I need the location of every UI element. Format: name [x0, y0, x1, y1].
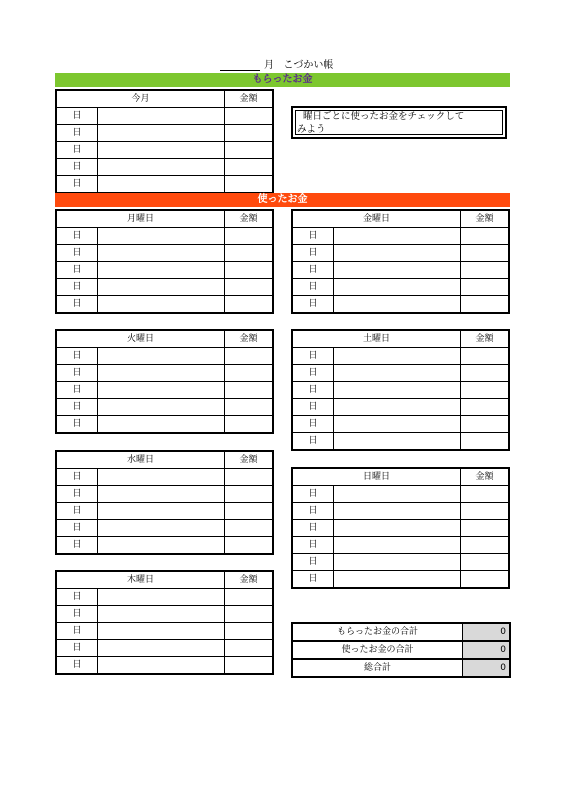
amount-cell[interactable] [225, 382, 274, 399]
desc-cell[interactable] [334, 365, 461, 382]
received-table [55, 89, 274, 194]
amount-cell[interactable] [461, 245, 510, 262]
amount-cell[interactable] [225, 520, 274, 537]
amount-cell[interactable] [225, 108, 274, 125]
desc-cell[interactable] [98, 245, 225, 262]
amount-cell[interactable] [461, 348, 510, 365]
day-cell: 日 [56, 365, 98, 382]
amount-cell[interactable] [225, 176, 274, 194]
desc-cell[interactable] [98, 469, 225, 486]
day-cell: 日 [56, 486, 98, 503]
day-cell: 日 [56, 176, 98, 194]
desc-cell[interactable] [98, 606, 225, 623]
col-amount: 金額 [461, 468, 510, 486]
desc-cell[interactable] [98, 589, 225, 606]
desc-cell[interactable] [98, 640, 225, 657]
day-cell: 日 [292, 382, 334, 399]
month-label: 月 [264, 60, 274, 71]
desc-cell[interactable] [98, 623, 225, 640]
day-cell: 日 [292, 537, 334, 554]
day-cell: 日 [56, 589, 98, 606]
day-cell: 日 [56, 279, 98, 296]
wednesday-table [55, 450, 274, 555]
day-header: 水曜日 [56, 451, 225, 469]
title-text: こづかい帳 [283, 60, 334, 71]
amount-cell[interactable] [225, 296, 274, 314]
amount-cell[interactable] [461, 296, 510, 314]
day-cell: 日 [56, 606, 98, 623]
day-cell: 日 [56, 125, 98, 142]
sunday-table [291, 467, 510, 589]
desc-cell[interactable] [98, 365, 225, 382]
desc-cell[interactable] [334, 503, 461, 520]
thursday-table [55, 570, 274, 675]
desc-cell[interactable] [98, 399, 225, 416]
day-cell: 日 [56, 159, 98, 176]
day-header: 土曜日 [292, 330, 461, 348]
amount-cell[interactable] [225, 365, 274, 382]
day-cell: 日 [56, 520, 98, 537]
saturday-table [291, 329, 510, 451]
amount-cell[interactable] [225, 159, 274, 176]
desc-cell[interactable] [334, 296, 461, 314]
desc-cell[interactable] [334, 571, 461, 589]
desc-cell[interactable] [334, 245, 461, 262]
day-cell: 日 [292, 486, 334, 503]
day-cell: 日 [56, 108, 98, 125]
amount-cell[interactable] [461, 416, 510, 433]
day-cell: 日 [292, 554, 334, 571]
day-cell: 日 [292, 416, 334, 433]
col-amount: 金額 [225, 571, 274, 589]
received-band: もらったお金 [55, 73, 510, 87]
day-cell: 日 [292, 365, 334, 382]
amount-cell[interactable] [225, 279, 274, 296]
amount-cell[interactable] [225, 262, 274, 279]
note-line2: みよう [297, 124, 326, 135]
amount-cell[interactable] [225, 469, 274, 486]
amount-cell[interactable] [461, 433, 510, 451]
day-cell: 日 [56, 640, 98, 657]
amount-cell[interactable] [225, 416, 274, 434]
desc-cell[interactable] [98, 262, 225, 279]
col-amount: 金額 [225, 451, 274, 469]
day-cell: 日 [56, 399, 98, 416]
received-total-label: もらったお金の合計 [292, 623, 463, 641]
page-title [220, 56, 333, 71]
desc-cell[interactable] [98, 486, 225, 503]
day-cell: 日 [292, 503, 334, 520]
amount-cell[interactable] [461, 365, 510, 382]
desc-cell[interactable] [334, 520, 461, 537]
amount-cell[interactable] [225, 640, 274, 657]
month-blank[interactable] [220, 60, 260, 71]
day-cell: 日 [292, 571, 334, 589]
day-cell: 日 [292, 399, 334, 416]
day-cell: 日 [56, 228, 98, 245]
day-cell: 日 [292, 245, 334, 262]
amount-cell[interactable] [461, 228, 510, 245]
instruction-note [291, 106, 507, 139]
desc-cell[interactable] [98, 382, 225, 399]
grand-total-label: 総合計 [292, 659, 463, 677]
desc-cell[interactable] [334, 537, 461, 554]
desc-cell[interactable] [98, 657, 225, 675]
amount-cell[interactable] [461, 571, 510, 589]
desc-cell[interactable] [334, 554, 461, 571]
amount-cell[interactable] [461, 399, 510, 416]
desc-cell[interactable] [98, 125, 225, 142]
day-cell: 日 [292, 348, 334, 365]
desc-cell[interactable] [334, 348, 461, 365]
day-cell: 日 [292, 228, 334, 245]
day-header: 日曜日 [292, 468, 461, 486]
desc-cell[interactable] [98, 416, 225, 434]
day-cell: 日 [56, 142, 98, 159]
col-amount: 金額 [225, 90, 274, 108]
received-total-value: 0 [463, 623, 511, 641]
desc-cell[interactable] [334, 416, 461, 433]
day-cell: 日 [56, 348, 98, 365]
friday-table [291, 209, 510, 314]
amount-cell[interactable] [461, 486, 510, 503]
day-cell: 日 [56, 623, 98, 640]
day-cell: 日 [292, 520, 334, 537]
desc-cell[interactable] [98, 296, 225, 314]
day-header: 月曜日 [56, 210, 225, 228]
amount-cell[interactable] [461, 503, 510, 520]
day-cell: 日 [292, 262, 334, 279]
amount-cell[interactable] [461, 520, 510, 537]
amount-cell[interactable] [225, 486, 274, 503]
day-cell: 日 [292, 433, 334, 451]
amount-cell[interactable] [225, 125, 274, 142]
day-cell: 日 [56, 469, 98, 486]
amount-cell[interactable] [225, 657, 274, 675]
desc-cell[interactable] [98, 279, 225, 296]
col-amount: 金額 [461, 330, 510, 348]
day-cell: 日 [56, 657, 98, 675]
spent-band: 使ったお金 [55, 193, 510, 207]
day-cell: 日 [56, 382, 98, 399]
amount-cell[interactable] [225, 606, 274, 623]
amount-cell[interactable] [225, 589, 274, 606]
day-cell: 日 [56, 416, 98, 434]
day-header: 火曜日 [56, 330, 225, 348]
amount-cell[interactable] [225, 399, 274, 416]
amount-cell[interactable] [461, 537, 510, 554]
grand-total-value: 0 [463, 659, 511, 677]
spent-total-label: 使ったお金の合計 [292, 641, 463, 659]
amount-cell[interactable] [225, 245, 274, 262]
desc-cell[interactable] [98, 228, 225, 245]
amount-cell[interactable] [225, 142, 274, 159]
amount-cell[interactable] [225, 537, 274, 555]
day-header: 金曜日 [292, 210, 461, 228]
desc-cell[interactable] [98, 142, 225, 159]
desc-cell[interactable] [334, 382, 461, 399]
day-cell: 日 [292, 296, 334, 314]
tuesday-table [55, 329, 274, 434]
monday-table [55, 209, 274, 314]
col-month: 今月 [56, 90, 225, 108]
desc-cell[interactable] [98, 503, 225, 520]
desc-cell[interactable] [98, 520, 225, 537]
day-cell: 日 [292, 279, 334, 296]
note-line1: 曜日ごとに使ったお金をチェックして [303, 111, 465, 122]
day-cell: 日 [56, 245, 98, 262]
amount-cell[interactable] [461, 554, 510, 571]
amount-cell[interactable] [225, 503, 274, 520]
desc-cell[interactable] [334, 399, 461, 416]
day-cell: 日 [56, 537, 98, 555]
amount-cell[interactable] [461, 382, 510, 399]
desc-cell[interactable] [98, 348, 225, 365]
col-amount: 金額 [225, 210, 274, 228]
desc-cell[interactable] [334, 262, 461, 279]
day-cell: 日 [56, 262, 98, 279]
desc-cell[interactable] [334, 433, 461, 451]
spent-total-value: 0 [463, 641, 511, 659]
day-header: 木曜日 [56, 571, 225, 589]
desc-cell[interactable] [98, 159, 225, 176]
desc-cell[interactable] [334, 228, 461, 245]
amount-cell[interactable] [225, 228, 274, 245]
amount-cell[interactable] [225, 348, 274, 365]
col-amount: 金額 [461, 210, 510, 228]
desc-cell[interactable] [98, 176, 225, 194]
desc-cell[interactable] [334, 486, 461, 503]
col-amount: 金額 [225, 330, 274, 348]
amount-cell[interactable] [461, 279, 510, 296]
desc-cell[interactable] [98, 537, 225, 555]
day-cell: 日 [56, 296, 98, 314]
day-cell: 日 [56, 503, 98, 520]
amount-cell[interactable] [225, 623, 274, 640]
summary-table [291, 622, 511, 678]
desc-cell[interactable] [98, 108, 225, 125]
amount-cell[interactable] [461, 262, 510, 279]
desc-cell[interactable] [334, 279, 461, 296]
